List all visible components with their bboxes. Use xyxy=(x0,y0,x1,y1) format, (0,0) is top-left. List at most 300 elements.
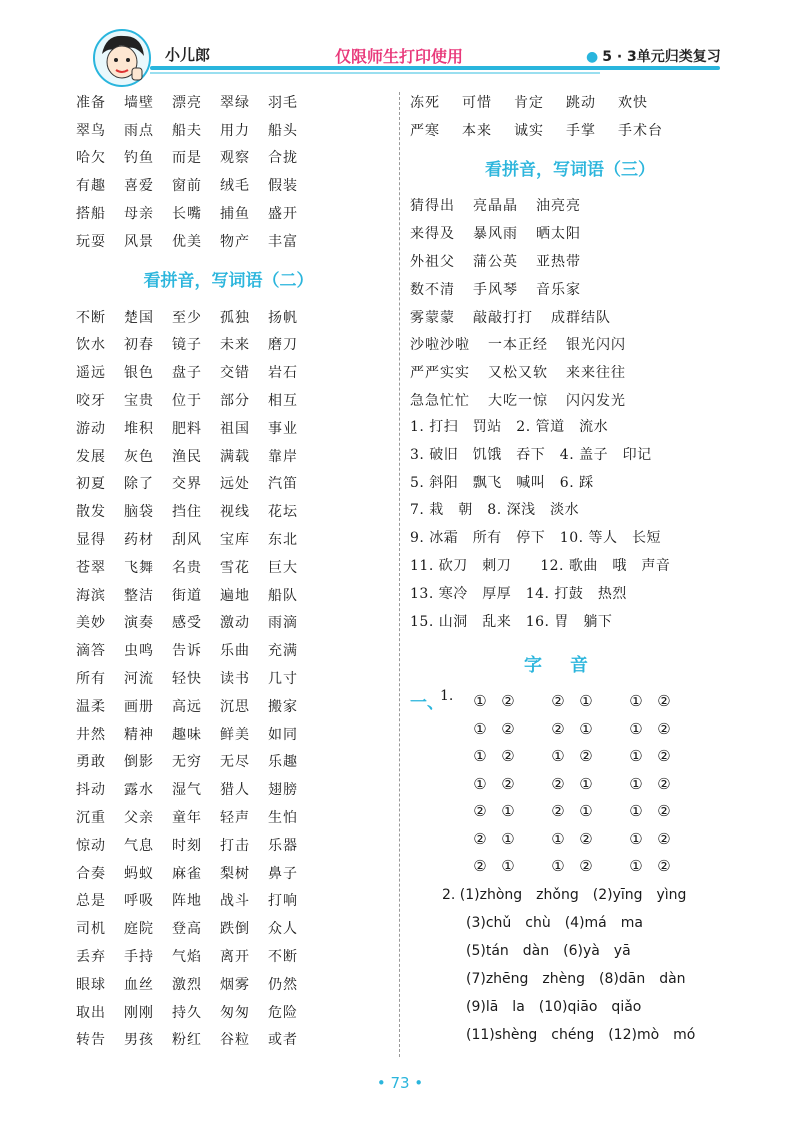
word: 祖国 xyxy=(220,420,250,437)
word: 用力 xyxy=(220,122,250,139)
word: 不断 xyxy=(76,309,106,326)
word-row xyxy=(76,358,391,386)
word: 仍然 xyxy=(268,976,298,993)
word-row xyxy=(410,331,730,359)
word: 乐器 xyxy=(268,837,298,854)
word: 阵地 xyxy=(172,893,202,910)
word: 沉思 xyxy=(220,698,250,715)
word: 名贵 xyxy=(172,559,202,576)
word-row xyxy=(410,247,730,275)
circle-answer: ① xyxy=(579,802,593,821)
word: 发展 xyxy=(76,448,106,465)
word: 漂亮 xyxy=(172,94,202,111)
word: 亮晶晶 xyxy=(473,198,518,215)
word: 堆积 xyxy=(124,420,154,437)
word: 感受 xyxy=(172,615,202,632)
word: 优美 xyxy=(172,233,202,250)
word-row xyxy=(410,275,730,303)
word: 音乐家 xyxy=(536,281,581,298)
word: 挡住 xyxy=(172,504,202,521)
series-text: 5 · 3单元归类复习 xyxy=(602,49,721,65)
word: 观察 xyxy=(220,150,250,167)
circle-answer: ② xyxy=(551,692,565,711)
word: 倒影 xyxy=(124,754,154,771)
circle-row xyxy=(466,853,730,881)
word-row xyxy=(410,219,730,247)
word: 翠鸟 xyxy=(76,122,106,139)
word: 喜爱 xyxy=(124,178,154,195)
word-row xyxy=(76,887,391,915)
circle-answer: ① xyxy=(629,829,643,848)
word: 至少 xyxy=(172,309,202,326)
answer-line: 11. 砍刀 刺刀 12. 歌曲 哦 声音 xyxy=(410,557,671,574)
word: 合拢 xyxy=(268,150,298,167)
word: 男孩 xyxy=(124,1032,154,1049)
header-rule-secondary xyxy=(150,72,600,74)
word: 丰富 xyxy=(268,233,298,250)
word: 扬帆 xyxy=(268,309,298,326)
circle-answer: ② xyxy=(579,747,593,766)
word: 外祖父 xyxy=(410,254,455,271)
word: 丢弃 xyxy=(76,949,106,965)
word: 轻快 xyxy=(172,671,202,688)
word: 晒太阳 xyxy=(536,226,581,243)
word: 气息 xyxy=(124,837,154,854)
word: 如同 xyxy=(268,726,298,743)
word: 有趣 xyxy=(76,178,106,195)
word: 羽毛 xyxy=(268,94,298,111)
circle-answer: ① xyxy=(501,857,515,876)
word-row xyxy=(76,831,391,859)
word: 暴风雨 xyxy=(473,226,518,243)
circle-answer: ① xyxy=(579,774,593,793)
word-row xyxy=(76,470,391,498)
word: 孤独 xyxy=(220,309,250,326)
answer-line: 13. 寒冷 厚厚 14. 打鼓 热烈 xyxy=(410,585,627,602)
word: 画册 xyxy=(124,698,154,715)
circle-answer: ② xyxy=(657,802,671,821)
word: 汽笛 xyxy=(268,476,298,493)
word: 肯定 xyxy=(514,94,544,111)
word-row xyxy=(76,914,391,942)
circle-answer: ① xyxy=(629,747,643,766)
word: 视线 xyxy=(220,504,250,521)
word: 渔民 xyxy=(172,448,202,465)
word-row xyxy=(76,88,391,116)
word: 河流 xyxy=(124,671,154,688)
word: 美妙 xyxy=(76,615,106,632)
word: 童年 xyxy=(172,810,202,827)
column-divider xyxy=(399,92,400,1057)
word: 苍翠 xyxy=(76,559,106,576)
word: 战斗 xyxy=(220,893,250,910)
word: 大吃一惊 xyxy=(488,393,548,410)
word: 磨刀 xyxy=(268,337,298,354)
word: 数不清 xyxy=(410,281,455,298)
word: 手掌 xyxy=(566,122,596,139)
word: 位于 xyxy=(172,393,202,410)
circle-answer: ② xyxy=(473,857,487,876)
circle-answer: ① xyxy=(629,857,643,876)
answer-list xyxy=(410,414,730,636)
word: 初春 xyxy=(124,337,154,354)
word-row xyxy=(76,442,391,470)
circle-row xyxy=(466,688,730,716)
circle-row xyxy=(466,716,730,744)
word-row xyxy=(410,116,730,144)
pinyin-line: (9)lā la (10)qiāo qiǎo xyxy=(466,998,642,1015)
word: 未来 xyxy=(220,337,250,354)
word: 镜子 xyxy=(172,337,202,354)
circle-answer: ① xyxy=(629,719,643,738)
word: 岩石 xyxy=(268,365,298,382)
circle-answer: ① xyxy=(579,692,593,711)
word: 雨滴 xyxy=(268,615,298,632)
pinyin-line: (5)tán dàn (6)yà yā xyxy=(466,942,631,959)
circle-answer: ② xyxy=(551,719,565,738)
word: 手风琴 xyxy=(473,281,518,298)
word: 初夏 xyxy=(76,476,106,493)
word-row xyxy=(76,803,391,831)
page-header xyxy=(0,0,800,86)
word-row xyxy=(76,748,391,776)
answer-line: 9. 冰霜 所有 停下 10. 等人 长短 xyxy=(410,530,662,547)
word: 告诉 xyxy=(172,643,202,660)
word: 花坛 xyxy=(268,504,298,521)
word: 捕鱼 xyxy=(220,206,250,223)
word: 司机 xyxy=(76,921,106,938)
circle-answer: ① xyxy=(579,719,593,738)
word: 手持 xyxy=(124,949,154,965)
word: 满载 xyxy=(220,448,250,465)
word: 搭船 xyxy=(76,206,106,223)
zi-yin-block xyxy=(410,688,730,1049)
word-row xyxy=(410,88,730,116)
word: 盘子 xyxy=(172,365,202,382)
word: 假装 xyxy=(268,178,298,195)
word: 急急忙忙 xyxy=(410,393,470,410)
word: 整洁 xyxy=(124,587,154,604)
word-row xyxy=(76,998,391,1026)
word: 来得及 xyxy=(410,226,455,243)
word: 高远 xyxy=(172,698,202,715)
circle-row xyxy=(466,743,730,771)
word: 几寸 xyxy=(268,671,298,688)
word: 翅膀 xyxy=(268,782,298,799)
word: 跳动 xyxy=(566,94,596,111)
word: 靠岸 xyxy=(268,448,298,465)
word: 船夫 xyxy=(172,122,202,139)
word: 巨大 xyxy=(268,559,298,576)
word: 雾蒙蒙 xyxy=(410,309,455,326)
word: 鼻子 xyxy=(268,865,298,882)
word: 刚刚 xyxy=(124,1004,154,1021)
word-row xyxy=(410,358,730,386)
circle-answer: ② xyxy=(501,719,515,738)
word-row xyxy=(76,692,391,720)
circle-answer: ② xyxy=(501,747,515,766)
word: 事业 xyxy=(268,420,298,437)
word: 趣味 xyxy=(172,726,202,743)
question-number: 1. xyxy=(440,688,454,705)
circle-answer: ① xyxy=(629,802,643,821)
word: 呼吸 xyxy=(124,893,154,910)
circle-answer: ② xyxy=(657,692,671,711)
word: 远处 xyxy=(220,476,250,493)
word: 窗前 xyxy=(172,178,202,195)
circle-row xyxy=(466,798,730,826)
pinyin-line: (3)chǔ chù (4)má ma xyxy=(466,914,643,931)
word: 东北 xyxy=(268,532,298,549)
word-row xyxy=(76,636,391,664)
word-row xyxy=(76,720,391,748)
word: 船头 xyxy=(268,122,298,139)
word: 不断 xyxy=(268,949,298,965)
word: 手术台 xyxy=(618,122,663,139)
word: 转告 xyxy=(76,1032,106,1049)
word: 庭院 xyxy=(124,921,154,938)
word: 欢快 xyxy=(618,94,648,111)
part-number: 一、 xyxy=(410,693,444,714)
bullet-dot-icon: ● xyxy=(586,49,599,65)
word-row xyxy=(76,227,391,255)
word-row xyxy=(76,144,391,172)
answer-line: 15. 山洞 乱来 16. 胃 躺下 xyxy=(410,613,613,630)
word: 灰色 xyxy=(124,448,154,465)
word-row xyxy=(410,303,730,331)
word: 危险 xyxy=(268,1004,298,1021)
word-row xyxy=(410,192,730,220)
word: 井然 xyxy=(76,726,106,743)
word: 药材 xyxy=(124,532,154,549)
circle-answer: ① xyxy=(629,774,643,793)
word: 登高 xyxy=(172,921,202,938)
word: 血丝 xyxy=(124,976,154,993)
word: 或者 xyxy=(268,1032,298,1049)
word-list-3 xyxy=(410,192,730,414)
word: 严严实实 xyxy=(410,365,470,382)
word: 气焰 xyxy=(172,949,202,965)
word: 露水 xyxy=(124,782,154,799)
circle-answer: ② xyxy=(551,802,565,821)
word: 所有 xyxy=(76,671,106,688)
word-row xyxy=(76,171,391,199)
circle-answer: ① xyxy=(473,747,487,766)
brand-name: 小儿郎 xyxy=(165,46,211,64)
word-list-2 xyxy=(76,303,391,1054)
word: 银光闪闪 xyxy=(566,337,626,354)
word-list-1-continued xyxy=(410,88,730,144)
word: 肥料 xyxy=(172,420,202,437)
word: 梨树 xyxy=(220,865,250,882)
circle-answer: ② xyxy=(579,829,593,848)
word: 取出 xyxy=(76,1004,106,1021)
word: 脑袋 xyxy=(124,504,154,521)
word: 盛开 xyxy=(268,206,298,223)
word: 本来 xyxy=(462,122,492,139)
word: 游动 xyxy=(76,420,106,437)
word: 宝库 xyxy=(220,532,250,549)
circle-answer: ② xyxy=(657,774,671,793)
word: 生怕 xyxy=(268,810,298,827)
word-row xyxy=(76,775,391,803)
circle-answer: ① xyxy=(551,747,565,766)
word: 无尽 xyxy=(220,754,250,771)
word-row xyxy=(76,199,391,227)
word: 来来往往 xyxy=(566,365,626,382)
word: 猎人 xyxy=(220,782,250,799)
circle-answer: ② xyxy=(657,747,671,766)
word: 除了 xyxy=(124,476,154,493)
word: 父亲 xyxy=(124,810,154,827)
word: 精神 xyxy=(124,726,154,743)
circle-answer: ① xyxy=(501,829,515,848)
word-row xyxy=(76,331,391,359)
word: 乐趣 xyxy=(268,754,298,771)
circle-answer: ② xyxy=(657,719,671,738)
word-row xyxy=(76,116,391,144)
word: 眼球 xyxy=(76,976,106,993)
word: 惊动 xyxy=(76,837,106,854)
word: 钓鱼 xyxy=(124,150,154,167)
circle-answer: ① xyxy=(473,774,487,793)
word-row xyxy=(76,942,391,970)
word-row xyxy=(76,1026,391,1054)
word: 又松又软 xyxy=(488,365,548,382)
word: 温柔 xyxy=(76,698,106,715)
word: 楚国 xyxy=(124,309,154,326)
circle-row xyxy=(466,771,730,799)
circle-answer: ② xyxy=(501,774,515,793)
word: 冻死 xyxy=(410,94,440,111)
word: 激烈 xyxy=(172,976,202,993)
word: 物产 xyxy=(220,233,250,250)
circle-answer: ① xyxy=(551,829,565,848)
word-row xyxy=(76,525,391,553)
word: 勇敢 xyxy=(76,754,106,771)
circle-answer: ② xyxy=(657,857,671,876)
word: 亚热带 xyxy=(536,254,581,271)
word: 持久 xyxy=(172,1004,202,1021)
circle-answer: ① xyxy=(501,802,515,821)
word: 烟雾 xyxy=(220,976,250,993)
section-title-zi-yin: 字音 xyxy=(524,655,616,677)
circle-answer-grid xyxy=(410,688,730,881)
word-row xyxy=(76,497,391,525)
answer-line: 5. 斜阳 飘飞 喊叫 6. 踩 xyxy=(410,474,594,491)
answer-line: 7. 栽 朝 8. 深浅 淡水 xyxy=(410,502,580,519)
word: 总是 xyxy=(76,893,106,910)
section-title-2: 看拼音，写词语（二） xyxy=(143,270,314,291)
pinyin-line: 2. (1)zhòng zhǒng (2)yīng yìng xyxy=(442,886,687,903)
word: 严寒 xyxy=(410,122,440,139)
word: 闪闪发光 xyxy=(566,393,626,410)
word: 乐曲 xyxy=(220,643,250,660)
word: 雨点 xyxy=(124,122,154,139)
word: 打响 xyxy=(268,893,298,910)
word: 诚实 xyxy=(514,122,544,139)
word-row xyxy=(76,553,391,581)
page-number: • 73 • xyxy=(376,1074,424,1092)
word: 相互 xyxy=(268,393,298,410)
word: 沙啦沙啦 xyxy=(410,337,470,354)
word: 滴答 xyxy=(76,643,106,660)
circle-answer: ② xyxy=(473,829,487,848)
word: 而是 xyxy=(172,150,202,167)
word: 匆匆 xyxy=(220,1004,250,1021)
word: 油亮亮 xyxy=(536,198,581,215)
word-row xyxy=(76,581,391,609)
circle-answer: ① xyxy=(473,692,487,711)
circle-answer: ① xyxy=(629,692,643,711)
word-list-1 xyxy=(76,88,391,255)
word: 猜得出 xyxy=(410,198,455,215)
word-row xyxy=(76,970,391,998)
word: 银色 xyxy=(124,365,154,382)
right-column xyxy=(410,88,730,1049)
word: 部分 xyxy=(220,393,250,410)
word: 演奏 xyxy=(124,615,154,632)
word: 湿气 xyxy=(172,782,202,799)
word: 时刻 xyxy=(172,837,202,854)
pinyin-line: (11)shèng chéng (12)mò mó xyxy=(466,1026,696,1043)
word: 充满 xyxy=(268,643,298,660)
word: 离开 xyxy=(220,949,250,965)
word: 翠绿 xyxy=(220,94,250,111)
word: 麻雀 xyxy=(172,865,202,882)
word: 沉重 xyxy=(76,810,106,827)
word: 遍地 xyxy=(220,587,250,604)
series-title xyxy=(586,46,721,66)
word: 风景 xyxy=(124,233,154,250)
word: 众人 xyxy=(268,921,298,938)
answer-line: 3. 破旧 饥饿 吞下 4. 盖子 印记 xyxy=(410,446,652,463)
word: 读书 xyxy=(220,671,250,688)
header-rule xyxy=(150,66,720,70)
circle-answer: ② xyxy=(551,774,565,793)
circle-answer: ② xyxy=(657,829,671,848)
word-row xyxy=(76,303,391,331)
word: 敲敲打打 xyxy=(473,309,533,326)
circle-answer: ② xyxy=(473,802,487,821)
word: 激动 xyxy=(220,615,250,632)
word: 刮风 xyxy=(172,532,202,549)
circle-answer: ② xyxy=(579,857,593,876)
word: 合奏 xyxy=(76,865,106,882)
word: 打击 xyxy=(220,837,250,854)
word-row xyxy=(76,386,391,414)
word: 抖动 xyxy=(76,782,106,799)
word: 雪花 xyxy=(220,559,250,576)
word: 无穷 xyxy=(172,754,202,771)
word: 成群结队 xyxy=(551,309,611,326)
word-row xyxy=(76,664,391,692)
word: 蒲公英 xyxy=(473,254,518,271)
pinyin-line: (7)zhēng zhèng (8)dān dàn xyxy=(466,970,686,987)
circle-answer: ② xyxy=(501,692,515,711)
word: 飞舞 xyxy=(124,559,154,576)
word: 墙壁 xyxy=(124,94,154,111)
word-row xyxy=(76,414,391,442)
word: 可惜 xyxy=(462,94,492,111)
word: 遥远 xyxy=(76,365,106,382)
word: 准备 xyxy=(76,94,106,111)
pinyin-answers xyxy=(410,881,730,1049)
word: 饮水 xyxy=(76,337,106,354)
word-row xyxy=(76,609,391,637)
word: 搬家 xyxy=(268,698,298,715)
word: 宝贵 xyxy=(124,393,154,410)
